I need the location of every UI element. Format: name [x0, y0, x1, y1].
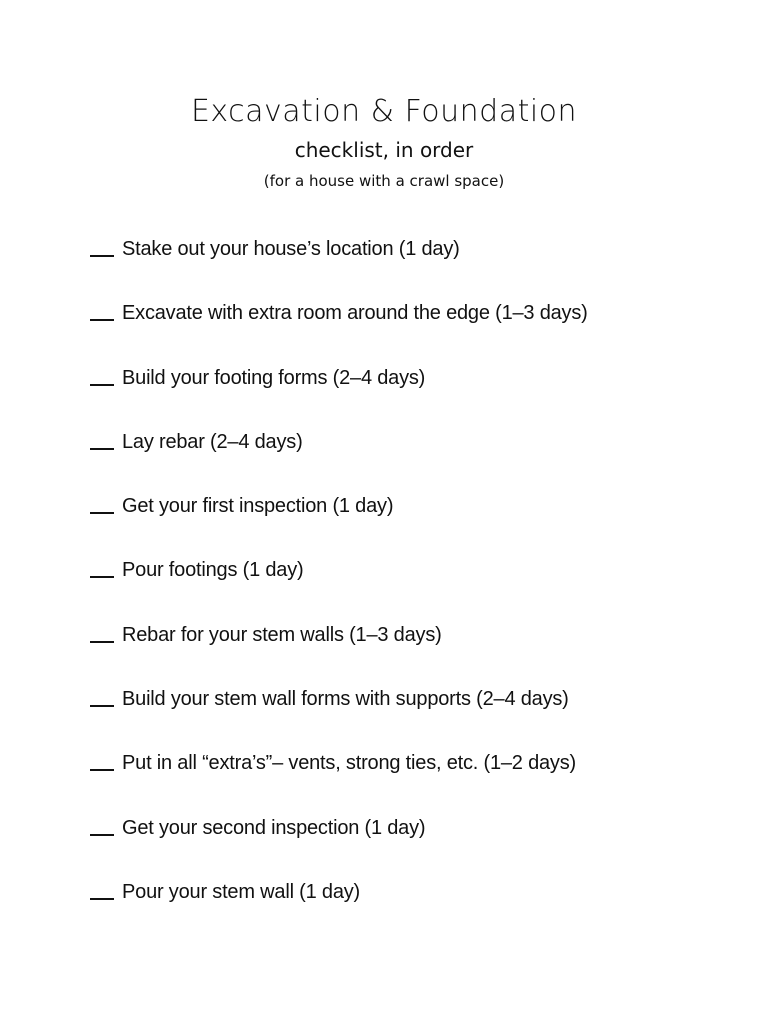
checklist-item-label: Put in all “extra’s”– vents, strong ties, etc. (1–2 days)	[122, 752, 576, 775]
checklist	[90, 233, 750, 940]
checkbox-blank-line	[90, 554, 114, 578]
checklist-item	[90, 876, 750, 940]
checklist-item-label: Build your footing forms (2–4 days)	[122, 366, 426, 389]
checklist-item	[90, 297, 750, 361]
checklist-item	[90, 426, 750, 490]
checklist-item-label: Build your stem wall forms with supports (2–4 days)	[122, 688, 569, 711]
checklist-item	[90, 554, 750, 618]
checklist-item-label: Lay rebar (2–4 days)	[122, 430, 303, 453]
checkbox-blank-line	[90, 812, 114, 836]
page-note: (for a house with a crawl space)	[263, 172, 505, 190]
checkbox-blank-line	[90, 683, 114, 707]
checklist-item-label: Get your first inspection (1 day)	[122, 495, 394, 518]
page-subtitle: checklist, in order	[294, 138, 474, 162]
checkbox-blank-line	[90, 362, 114, 386]
checklist-item-label: Excavate with extra room around the edge (1–3 days)	[122, 302, 588, 325]
checklist-item-label: Rebar for your stem walls (1–3 days)	[122, 623, 442, 646]
checklist-item-label: Pour footings (1 day)	[122, 559, 304, 582]
checkbox-blank-line	[90, 233, 114, 257]
checklist-item-label: Pour your stem wall (1 day)	[122, 880, 361, 903]
checklist-item-label: Stake out your house’s location (1 day)	[122, 238, 460, 260]
checklist-item	[90, 233, 750, 297]
checklist-item	[90, 490, 750, 554]
checklist-item	[90, 683, 750, 747]
checkbox-blank-line	[90, 876, 114, 900]
checklist-item	[90, 747, 750, 811]
checkbox-blank-line	[90, 297, 114, 321]
page-title: Excavation & Foundation	[190, 94, 578, 129]
checklist-item	[90, 812, 750, 876]
checkbox-blank-line	[90, 490, 114, 514]
checklist-item-label: Get your second inspection (1 day)	[122, 816, 426, 839]
checklist-item	[90, 619, 750, 683]
checkbox-blank-line	[90, 619, 114, 643]
checkbox-blank-line	[90, 426, 114, 450]
checklist-item	[90, 362, 750, 426]
checkbox-blank-line	[90, 747, 114, 771]
